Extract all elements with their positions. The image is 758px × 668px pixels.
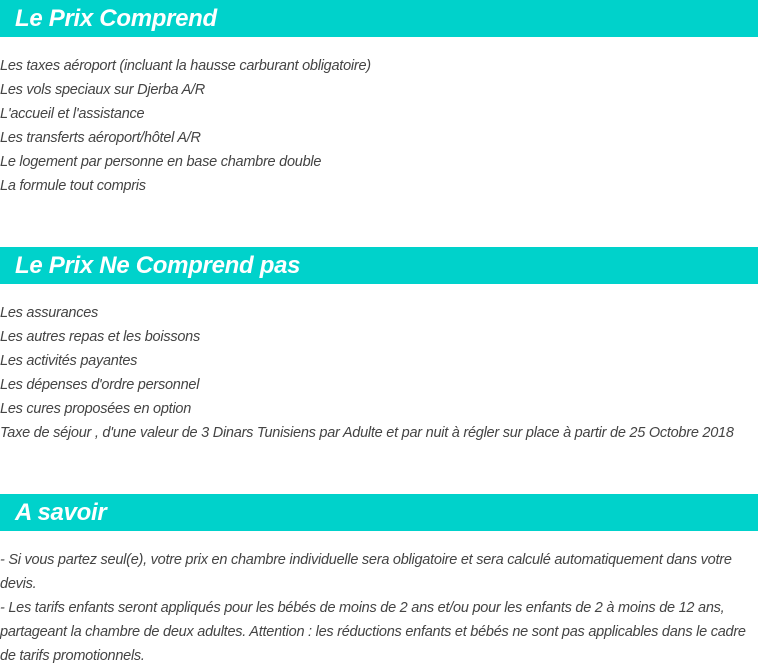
excluded-item: Les activités payantes: [0, 353, 138, 369]
included-item: Les taxes aéroport (incluant la hausse carburant obligatoire): [0, 58, 371, 74]
included-item: Les vols speciaux sur Djerba A/R: [0, 82, 206, 98]
included-item: L'accueil et l'assistance: [0, 106, 145, 122]
section-header-prix-comprend: Le Prix Comprend: [0, 0, 758, 37]
included-item: Les transferts aéroport/hôtel A/R: [0, 130, 201, 146]
excluded-items-list: [0, 301, 758, 445]
section-header-prix-ne-comprend-pas: Le Prix Ne Comprend pas: [0, 247, 758, 284]
note-paragraph-child-rates: - Les tarifs enfants seront appliqués pour les bébés de moins de 2 ans et/ou pour les enfants de 2 à moins de 12 ans, partageant la chambre de deux adultes. Attention : les réductions enfants et bébés ne sont pas applicables dans le cadre de tarifs promotionnels.: [0, 600, 746, 664]
excluded-item: Les assurances: [0, 305, 99, 321]
excluded-item: Les autres repas et les boissons: [0, 329, 200, 345]
note-paragraph-single-room: - Si vous partez seul(e), votre prix en chambre individuelle sera obligatoire et sera calculé automatiquement dans votre devis.: [0, 552, 732, 592]
section-header-a-savoir: A savoir: [0, 494, 758, 531]
included-item: Le logement par personne en base chambre double: [0, 154, 322, 170]
a-savoir-notes: [0, 548, 758, 668]
excluded-item: Les cures proposées en option: [0, 401, 192, 417]
included-item: La formule tout compris: [0, 178, 146, 194]
excluded-item: Les dépenses d'ordre personnel: [0, 377, 200, 393]
excluded-item: Taxe de séjour , d'une valeur de 3 Dinars Tunisiens par Adulte et par nuit à régler sur place à partir de 25 Octobre 2018: [0, 425, 734, 441]
included-items-list: [0, 54, 758, 198]
